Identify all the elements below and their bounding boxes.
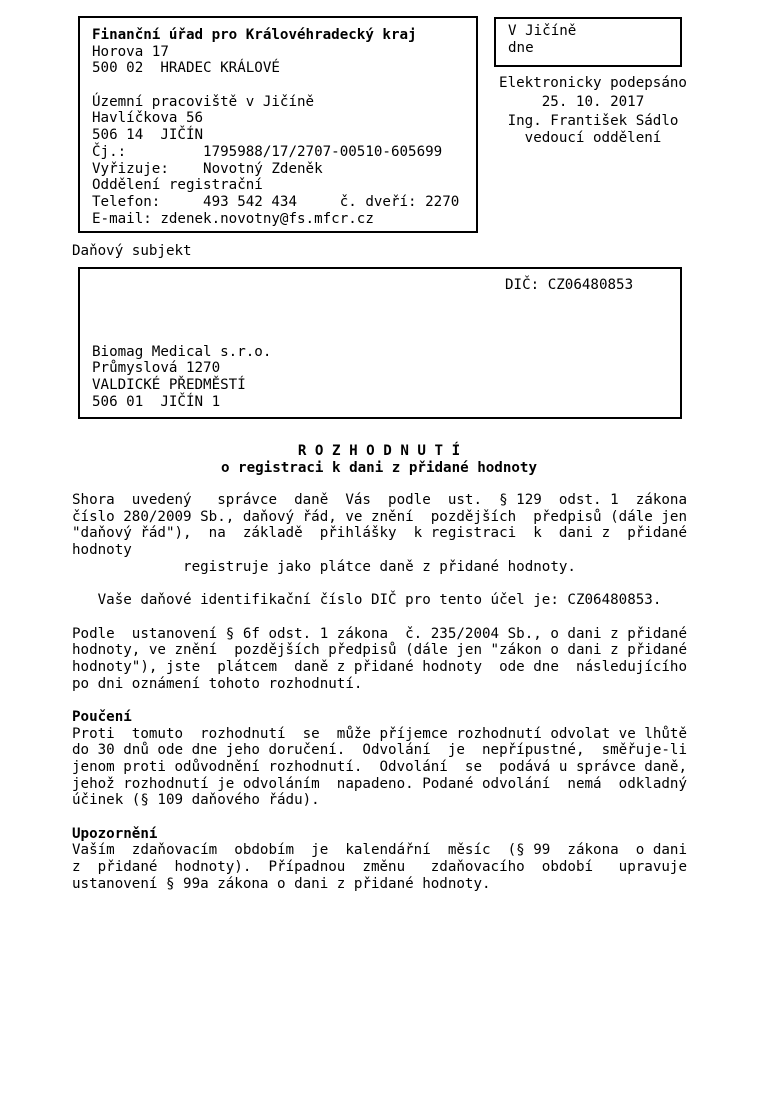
body-text-line: Podle ustanovení § 6f odst. 1 zákona č. 235/2004 Sb., o dani z přidané	[72, 625, 687, 642]
body-text-line: ustanovení § 99a zákona o dani z přidané hodnoty.	[72, 875, 491, 892]
body-text-line: jenom proti odůvodnění rozhodnutí. Odvolání se podává u správce daně,	[72, 759, 687, 775]
body-text-line: číslo 280/2009 Sb., daňový řád, ve znění pozdějších předpisů (dále jen	[72, 508, 687, 525]
sender-box-line: Územní pracoviště v Jičíně	[92, 93, 315, 110]
tax-subject-label: Daňový subjekt	[72, 243, 192, 259]
decision-title	[72, 443, 686, 476]
spacer	[92, 294, 668, 344]
body-text-line: z přidané hodnoty). Případnou změnu zdaňovacího období upravuje	[72, 859, 687, 876]
tax-office-sender-box	[78, 16, 478, 233]
body-text-line: Upozornění	[72, 825, 158, 842]
body-text-line	[72, 809, 712, 826]
sender-box-line: 500 02 HRADEC KRÁLOVÉ	[92, 60, 280, 77]
body-text-line	[72, 692, 712, 709]
sender-box-line: 506 14 JIČÍN	[92, 127, 204, 144]
body-text-line: "daňový řád"), na základě přihlášky k registraci k dani z přidané	[72, 525, 687, 542]
body-text-line: Poučení	[72, 708, 132, 725]
sender-box-line	[92, 77, 464, 94]
sender-box-line: E-mail: zdenek.novotny@fs.mfcr.cz	[92, 210, 374, 227]
dic-value: DIČ: CZ06480853	[505, 277, 634, 293]
body-text-line: Proti tomuto rozhodnutí se může příjemce rozhodnutí odvolat ve lhůtě	[72, 725, 687, 742]
body-text-line: do 30 dnů ode dne jeho doručení. Odvolání je nepřípustné, směřuje-li	[72, 742, 687, 759]
decision-body-text	[72, 492, 712, 893]
body-text-line: registruje jako plátce daně z přidané hodnoty.	[72, 558, 576, 575]
place-date-line: dne	[508, 39, 534, 56]
sender-box-line: Čj.: 1795988/17/2707-00510-605699	[92, 143, 443, 160]
signature-role: vedoucí oddělení	[524, 130, 662, 147]
body-text-line	[72, 609, 712, 626]
subject-address-line: 506 01 JIČÍN 1	[92, 393, 221, 410]
signature-method: Elektronicky podepsáno	[499, 75, 687, 91]
body-text-line: Shora uvedený správce daně Vás podle ust. § 129 odst. 1 zákona	[72, 492, 687, 508]
body-text-line	[72, 575, 712, 592]
body-text-line: Vaše daňové identifikační číslo DIČ pro tento účel je: CZ06480853.	[72, 592, 662, 609]
sender-box-line: Horova 17	[92, 43, 169, 60]
signature-date: 25. 10. 2017	[541, 93, 645, 110]
sender-box-line: Finanční úřad pro Královéhradecký kraj	[92, 27, 417, 43]
subject-address	[92, 344, 668, 411]
place-date-line: V Jičíně	[508, 23, 577, 39]
electronic-signature-block	[494, 75, 692, 147]
place-date-box	[494, 17, 682, 67]
body-text-line: hodnoty"), jste plátcem daně z přidané hodnoty ode dne následujícího	[72, 658, 687, 675]
subject-address-line: Biomag Medical s.r.o.	[92, 343, 272, 360]
body-text-line: účinek (§ 109 daňového řádu).	[72, 792, 320, 809]
subject-address-line: VALDICKÉ PŘEDMĚSTÍ	[92, 377, 246, 394]
sender-box-line: Vyřizuje: Novotný Zdeněk	[92, 160, 323, 177]
body-text-line: hodnoty	[72, 542, 132, 559]
decision-title-sub: o registraci k dani z přidané hodnoty	[220, 459, 538, 476]
sender-box-line: Havlíčkova 56	[92, 110, 204, 127]
body-text-line: Vaším zdaňovacím obdobím je kalendářní měsíc (§ 99 zákona o dani	[72, 842, 687, 859]
sender-box-line: Telefon: 493 542 434 č. dveří: 2270	[92, 193, 460, 210]
subject-address-line: Průmyslová 1270	[92, 360, 221, 377]
decision-title-main: R O Z H O D N U T Í	[297, 443, 461, 459]
body-text-line: po dni oznámení tohoto rozhodnutí.	[72, 675, 363, 692]
body-text-line: jehož rozhodnutí je odvoláním napadeno. Podané odvolání nemá odkladný	[72, 775, 687, 792]
sender-box-line: Oddělení registrační	[92, 177, 263, 194]
signature-name: Ing. František Sádlo	[507, 113, 679, 130]
tax-subject-box	[78, 267, 682, 419]
body-text-line: hodnoty, ve znění pozdějších předpisů (dále jen "zákon o dani z přidané	[72, 642, 687, 659]
